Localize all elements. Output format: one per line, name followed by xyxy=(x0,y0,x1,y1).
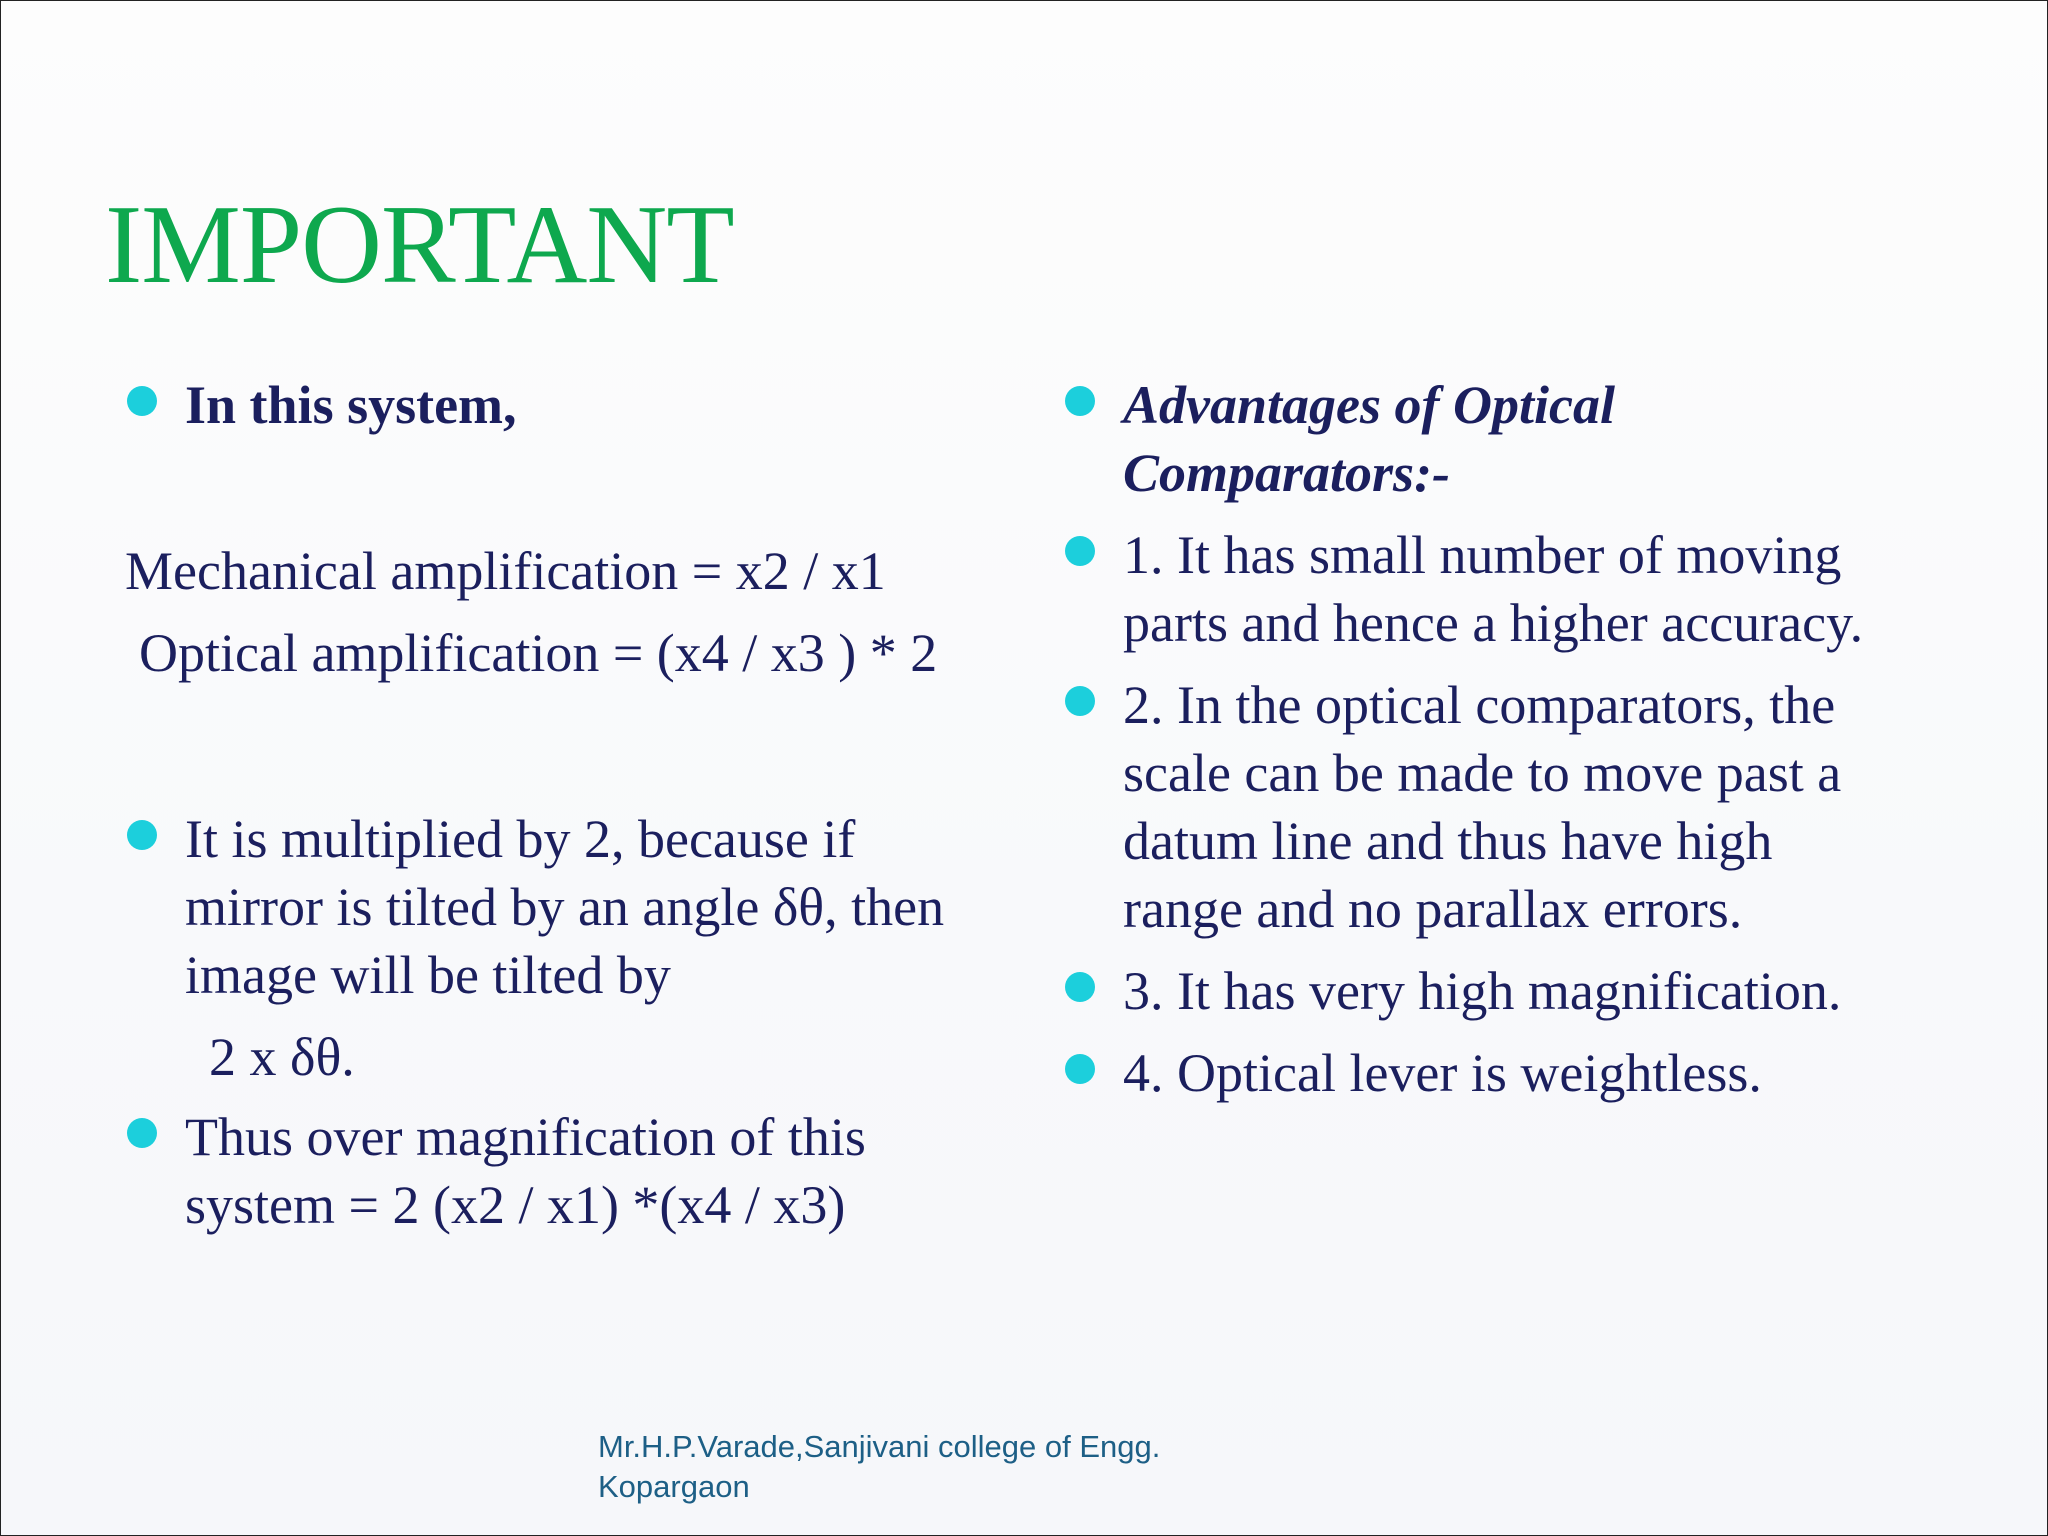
item-line: 3. It has very high magnification. xyxy=(1123,961,1842,1021)
item-line: 4. Optical lever is weightless. xyxy=(1123,1043,1762,1103)
bullet-dot-icon xyxy=(1065,686,1095,716)
bullet-dot-icon xyxy=(1065,536,1095,566)
footer-location: Kopargaon xyxy=(598,1469,750,1504)
bullet-text-line: 2 x δθ. xyxy=(209,1027,355,1087)
mechanical-amplification-equation: Mechanical amplification = x2 / x1 xyxy=(125,541,886,601)
advantage-item-2 xyxy=(1059,671,1979,943)
bullet-dot-icon xyxy=(127,1118,157,1148)
heading-line: Advantages of Optical xyxy=(1123,375,1615,435)
item-line: datum line and thus have high xyxy=(1123,811,1773,871)
optical-amplification-equation: Optical amplification = (x4 / x3 ) * 2 xyxy=(139,623,938,683)
bullet-text-line: It is multiplied by 2, because if xyxy=(185,809,856,869)
bullet-multiplied-by-two xyxy=(121,805,1021,1091)
bullet-text-line: system = 2 (x2 / x1) *(x4 / x3) xyxy=(185,1175,846,1235)
footer-author: Mr.H.P.Varade,Sanjivani college of Engg. xyxy=(598,1429,1161,1464)
item-line: 1. It has small number of moving xyxy=(1123,525,1842,585)
bullet-text-line: Thus over magnification of this xyxy=(185,1107,866,1167)
bullet-dot-icon xyxy=(1065,1054,1095,1084)
item-line: scale can be made to move past a xyxy=(1123,743,1842,803)
bullet-dot-icon xyxy=(1065,386,1095,416)
item-line: parts and hence a higher accuracy. xyxy=(1123,593,1864,653)
item-line: 2. In the optical comparators, the xyxy=(1123,675,1836,735)
bullet-text-line: mirror is tilted by an angle δθ, then xyxy=(185,877,945,937)
advantage-item-1 xyxy=(1059,521,1979,657)
heading-line: Comparators:- xyxy=(1123,443,1451,503)
advantages-heading xyxy=(1059,371,1979,507)
slide-title: IMPORTANT xyxy=(105,183,734,307)
bullet-dot-icon xyxy=(1065,972,1095,1002)
bullet-dot-icon xyxy=(127,820,157,850)
item-line: range and no parallax errors. xyxy=(1123,879,1743,939)
slide-footer xyxy=(598,1427,1298,1507)
bullet-in-this-system xyxy=(121,371,1021,439)
left-column xyxy=(121,371,1021,1239)
advantage-item-3 xyxy=(1059,957,1979,1025)
advantage-item-4 xyxy=(1059,1039,1979,1107)
bullet-text-line: image will be tilted by xyxy=(185,945,671,1005)
right-column xyxy=(1059,371,1979,1107)
bullet-text: In this system, xyxy=(185,375,517,435)
bullet-dot-icon xyxy=(127,386,157,416)
bullet-overall-magnification xyxy=(121,1103,1021,1239)
